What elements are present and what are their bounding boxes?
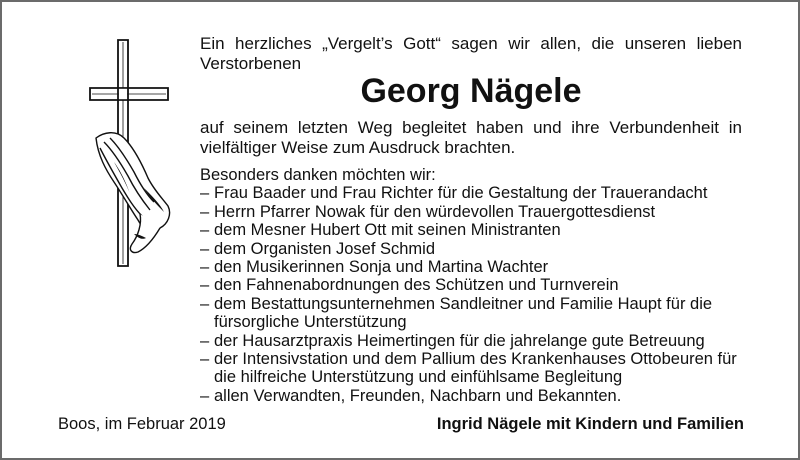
list-item: – Herrn Pfarrer Nowak für den würdevollen Trauergottesdienst bbox=[200, 203, 760, 221]
signature: Ingrid Nägele mit Kindern und Familien bbox=[436, 415, 744, 433]
list-item: – Frau Baader und Frau Richter für die Gestaltung der Trauerandacht bbox=[200, 184, 760, 202]
list-item: – dem Mesner Hubert Ott mit seinen Ministranten bbox=[200, 221, 760, 239]
intro-text: Ein herzliches „Vergelt’s Gott“ sagen wir allen, die unseren lieben Verstorbenen bbox=[200, 34, 742, 73]
list-item: – der Hausarztpraxis Heimertingen für die jahrelange gute Betreuung bbox=[200, 332, 760, 350]
thanks-heading: Besonders danken möchten wir: bbox=[200, 166, 436, 184]
list-item: – dem Organisten Josef Schmid bbox=[200, 240, 760, 258]
place-date: Boos, im Februar 2019 bbox=[58, 415, 226, 433]
list-item: – den Fahnenabordnungen des Schützen und Turnverein bbox=[200, 276, 760, 294]
deceased-name: Georg Nägele bbox=[360, 72, 582, 110]
list-item: – dem Bestattungsunternehmen Sandleitner und Familie Haupt für die fürsorgliche Unterstützung bbox=[200, 295, 760, 332]
gratitude-text: auf seinem letzten Weg begleitet haben und ihre Verbundenheit in vielfältiger Weise zum Ausdruck brachten. bbox=[200, 118, 742, 157]
thanks-list bbox=[200, 184, 760, 405]
list-item: – den Musikerinnen Sonja und Martina Wachter bbox=[200, 258, 760, 276]
list-item: – allen Verwandten, Freunden, Nachbarn und Bekannten. bbox=[200, 387, 760, 405]
list-item: – der Intensivstation und dem Pallium des Krankenhauses Ottobeuren für die hilfreiche Unterstützung und einfühlsame Begleitung bbox=[200, 350, 760, 387]
thanks-section bbox=[200, 166, 760, 405]
cross-with-praying-hands-icon bbox=[84, 38, 174, 270]
